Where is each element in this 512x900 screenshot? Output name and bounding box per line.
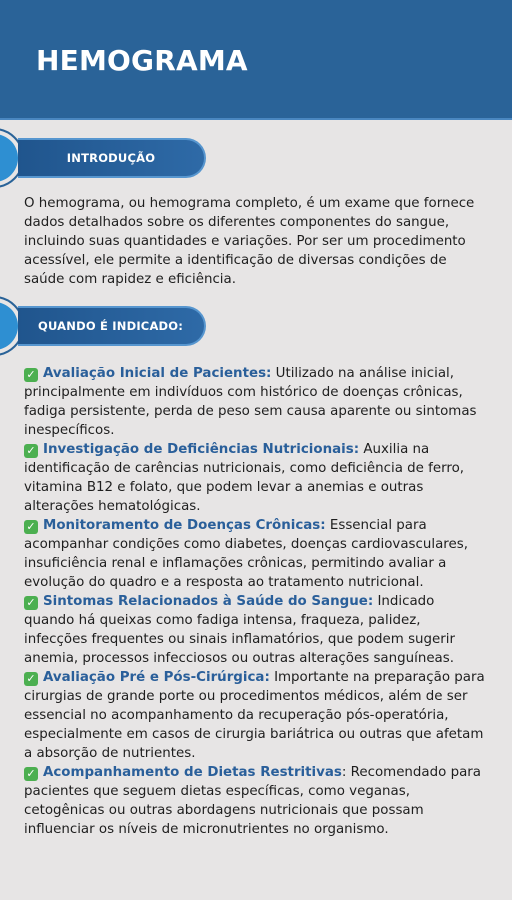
item-text: : Recomendado para pacientes que seguem dietas específicas, como veganas, cetogênicas ou outras abordagens nutricionais que possam influenciar os níveis de micronutrientes no organismo. [24, 765, 481, 837]
page-title: HEMOGRAMA [36, 44, 248, 77]
item-title: Avaliação Inicial de Pacientes: [43, 366, 272, 381]
section-label-indications: QUANDO É INDICADO: [18, 306, 206, 346]
item-title: Sintomas Relacionados à Saúde do Sangue: [43, 594, 374, 609]
item-title: Investigação de Deficiências Nutricionais: [43, 442, 360, 457]
check-mark-icon: ✓ [24, 672, 38, 686]
item-title: Monitoramento de Doenças Crônicas: [43, 518, 326, 533]
section-label-introduction: INTRODUÇÃO [18, 138, 206, 178]
list-item [24, 763, 488, 839]
page-header [0, 0, 512, 120]
item-text: Auxilia na identificação de carências nutricionais, como deficiência de ferro, vitamina B12 e folato, que podem levar a anemias e outras alterações hematológicas. [24, 442, 465, 514]
check-mark-icon: ✓ [24, 520, 38, 534]
section-tab-indications [0, 296, 210, 356]
list-item [24, 592, 488, 668]
list-item [24, 364, 488, 440]
list-item [24, 516, 488, 592]
check-mark-icon: ✓ [24, 596, 38, 610]
check-mark-icon: ✓ [24, 444, 38, 458]
item-text: Utilizado na análise inicial, principalmente em indivíduos com histórico de doenças crônicas, fadiga persistente, perda de peso sem causa aparente ou sintomas inespecíficos. [24, 366, 477, 438]
intro-paragraph: O hemograma, ou hemograma completo, é um exame que fornece dados detalhados sobre os diferentes componentes do sangue, incluindo suas quantidades e variações. Por ser um procedimento acessível, ele permite a identificação de diversas condições de saúde com rapidez e eficiência. [24, 196, 475, 287]
item-text: Importante na preparação para cirurgias de grande porte ou procedimentos médicos, além de ser essencial no acompanhamento da recuperação pós-operatória, especialmente em casos de cirurgia bariátrica ou outras que afetam a absorção de nutrientes. [24, 670, 485, 761]
item-text: Indicado quando há queixas como fadiga intensa, fraqueza, palidez, infecções frequentes ou sinais inflamatórios, que podem sugerir anemia, processos infecciosos ou outras alterações sanguíneas. [24, 594, 456, 666]
check-mark-icon: ✓ [24, 767, 38, 781]
item-text: Essencial para acompanhar condições como diabetes, doenças cardiovasculares, insuficiência renal e inflamações crônicas, permitindo avaliar a evolução do quadro e a resposta ao tratamento nutricional. [24, 518, 468, 590]
item-title: Avaliação Pré e Pós-Cirúrgica: [43, 670, 270, 685]
item-title: Acompanhamento de Dietas Restritivas [43, 765, 342, 780]
list-item [24, 668, 488, 763]
section-tab-introduction [0, 128, 210, 188]
list-item [24, 440, 488, 516]
indications-list [24, 364, 488, 839]
check-mark-icon: ✓ [24, 368, 38, 382]
